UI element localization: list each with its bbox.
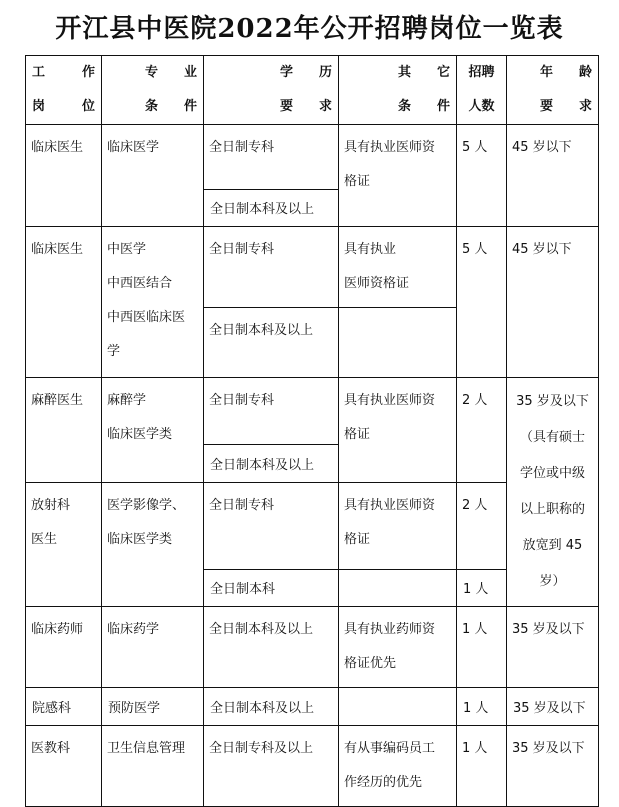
major-cell: 临床医学 bbox=[102, 125, 204, 227]
major-cell: 医学影像学、 临床医学类 bbox=[102, 483, 204, 607]
header-row bbox=[26, 56, 599, 125]
post-cell: 临床医生 bbox=[26, 125, 102, 227]
age-cell: 35 岁及以下 bbox=[507, 726, 599, 807]
table-row bbox=[26, 125, 599, 190]
count-cell: 1 人 bbox=[457, 607, 507, 688]
header-major: 专 业 条 件 bbox=[102, 56, 204, 125]
other-cell bbox=[339, 688, 457, 726]
major-cell: 中医学 中西医结合 中西医临床医 学 bbox=[102, 227, 204, 378]
edu-cell: 全日制专科 bbox=[204, 378, 339, 445]
edu-cell: 全日制专科 bbox=[204, 125, 339, 190]
header-count: 招 聘 人 数 bbox=[457, 56, 507, 125]
edu-cell: 全日制专科及以上 bbox=[204, 726, 339, 807]
major-cell: 麻醉学 临床医学类 bbox=[102, 378, 204, 483]
edu-cell: 全日制本科及以上 bbox=[204, 607, 339, 688]
post-cell: 临床医生 bbox=[26, 227, 102, 378]
major-cell: 预防医学 bbox=[102, 688, 204, 726]
age-cell: 35 岁及以下 bbox=[507, 688, 599, 726]
header-education: 学 历 要 求 bbox=[204, 56, 339, 125]
edu-cell: 全日制本科 bbox=[204, 570, 339, 607]
count-cell: 1 人 bbox=[457, 688, 507, 726]
other-cell-empty bbox=[339, 308, 457, 378]
edu-cell: 全日制专科 bbox=[204, 483, 339, 570]
header-post: 工 作 岗 位 bbox=[26, 56, 102, 125]
edu-cell: 全日制本科及以上 bbox=[204, 308, 339, 378]
count-cell: 1 人 bbox=[457, 726, 507, 807]
count-cell: 1 人 bbox=[457, 570, 507, 607]
header-other: 其 它 条 件 bbox=[339, 56, 457, 125]
count-cell: 5 人 bbox=[457, 125, 507, 227]
edu-cell: 全日制专科 bbox=[204, 227, 339, 308]
count-cell: 5 人 bbox=[457, 227, 507, 378]
edu-cell: 全日制本科及以上 bbox=[204, 688, 339, 726]
age-cell: 45 岁以下 bbox=[507, 227, 599, 378]
post-cell: 院感科 bbox=[26, 688, 102, 726]
other-cell: 具有执业 医师资格证 bbox=[339, 227, 457, 308]
table-row bbox=[26, 378, 599, 445]
other-cell: 具有执业医师资 格证 bbox=[339, 125, 457, 227]
other-cell: 具有执业医师资 格证 bbox=[339, 378, 457, 483]
post-cell: 麻醉医生 bbox=[26, 378, 102, 483]
edu-cell: 全日制本科及以上 bbox=[204, 445, 339, 483]
table-row bbox=[26, 607, 599, 688]
post-cell: 医教科 bbox=[26, 726, 102, 807]
count-cell: 2 人 bbox=[457, 483, 507, 570]
table-row bbox=[26, 227, 599, 308]
other-cell-empty bbox=[339, 570, 457, 607]
shared-age-cell: 35 岁及以下 （具有硕士 学位或中级 以上职称的 放宽到 45 岁） bbox=[507, 378, 599, 607]
other-cell: 具有执业医师资 格证 bbox=[339, 483, 457, 570]
age-cell: 35 岁及以下 bbox=[507, 607, 599, 688]
edu-cell: 全日制本科及以上 bbox=[204, 190, 339, 227]
post-cell: 临床药师 bbox=[26, 607, 102, 688]
other-cell: 有从事编码员工 作经历的优先 bbox=[339, 726, 457, 807]
major-cell: 卫生信息管理 bbox=[102, 726, 204, 807]
table-row bbox=[26, 688, 599, 726]
age-cell: 45 岁以下 bbox=[507, 125, 599, 227]
header-age: 年 龄 要 求 bbox=[507, 56, 599, 125]
major-cell: 临床药学 bbox=[102, 607, 204, 688]
other-cell: 具有执业药师资 格证优先 bbox=[339, 607, 457, 688]
table-row bbox=[26, 726, 599, 807]
count-cell: 2 人 bbox=[457, 378, 507, 483]
page-title: 开江县中医院2022年公开招聘岗位一览表 bbox=[55, 14, 564, 44]
post-cell: 放射科 医生 bbox=[26, 483, 102, 607]
recruitment-table bbox=[25, 55, 599, 807]
